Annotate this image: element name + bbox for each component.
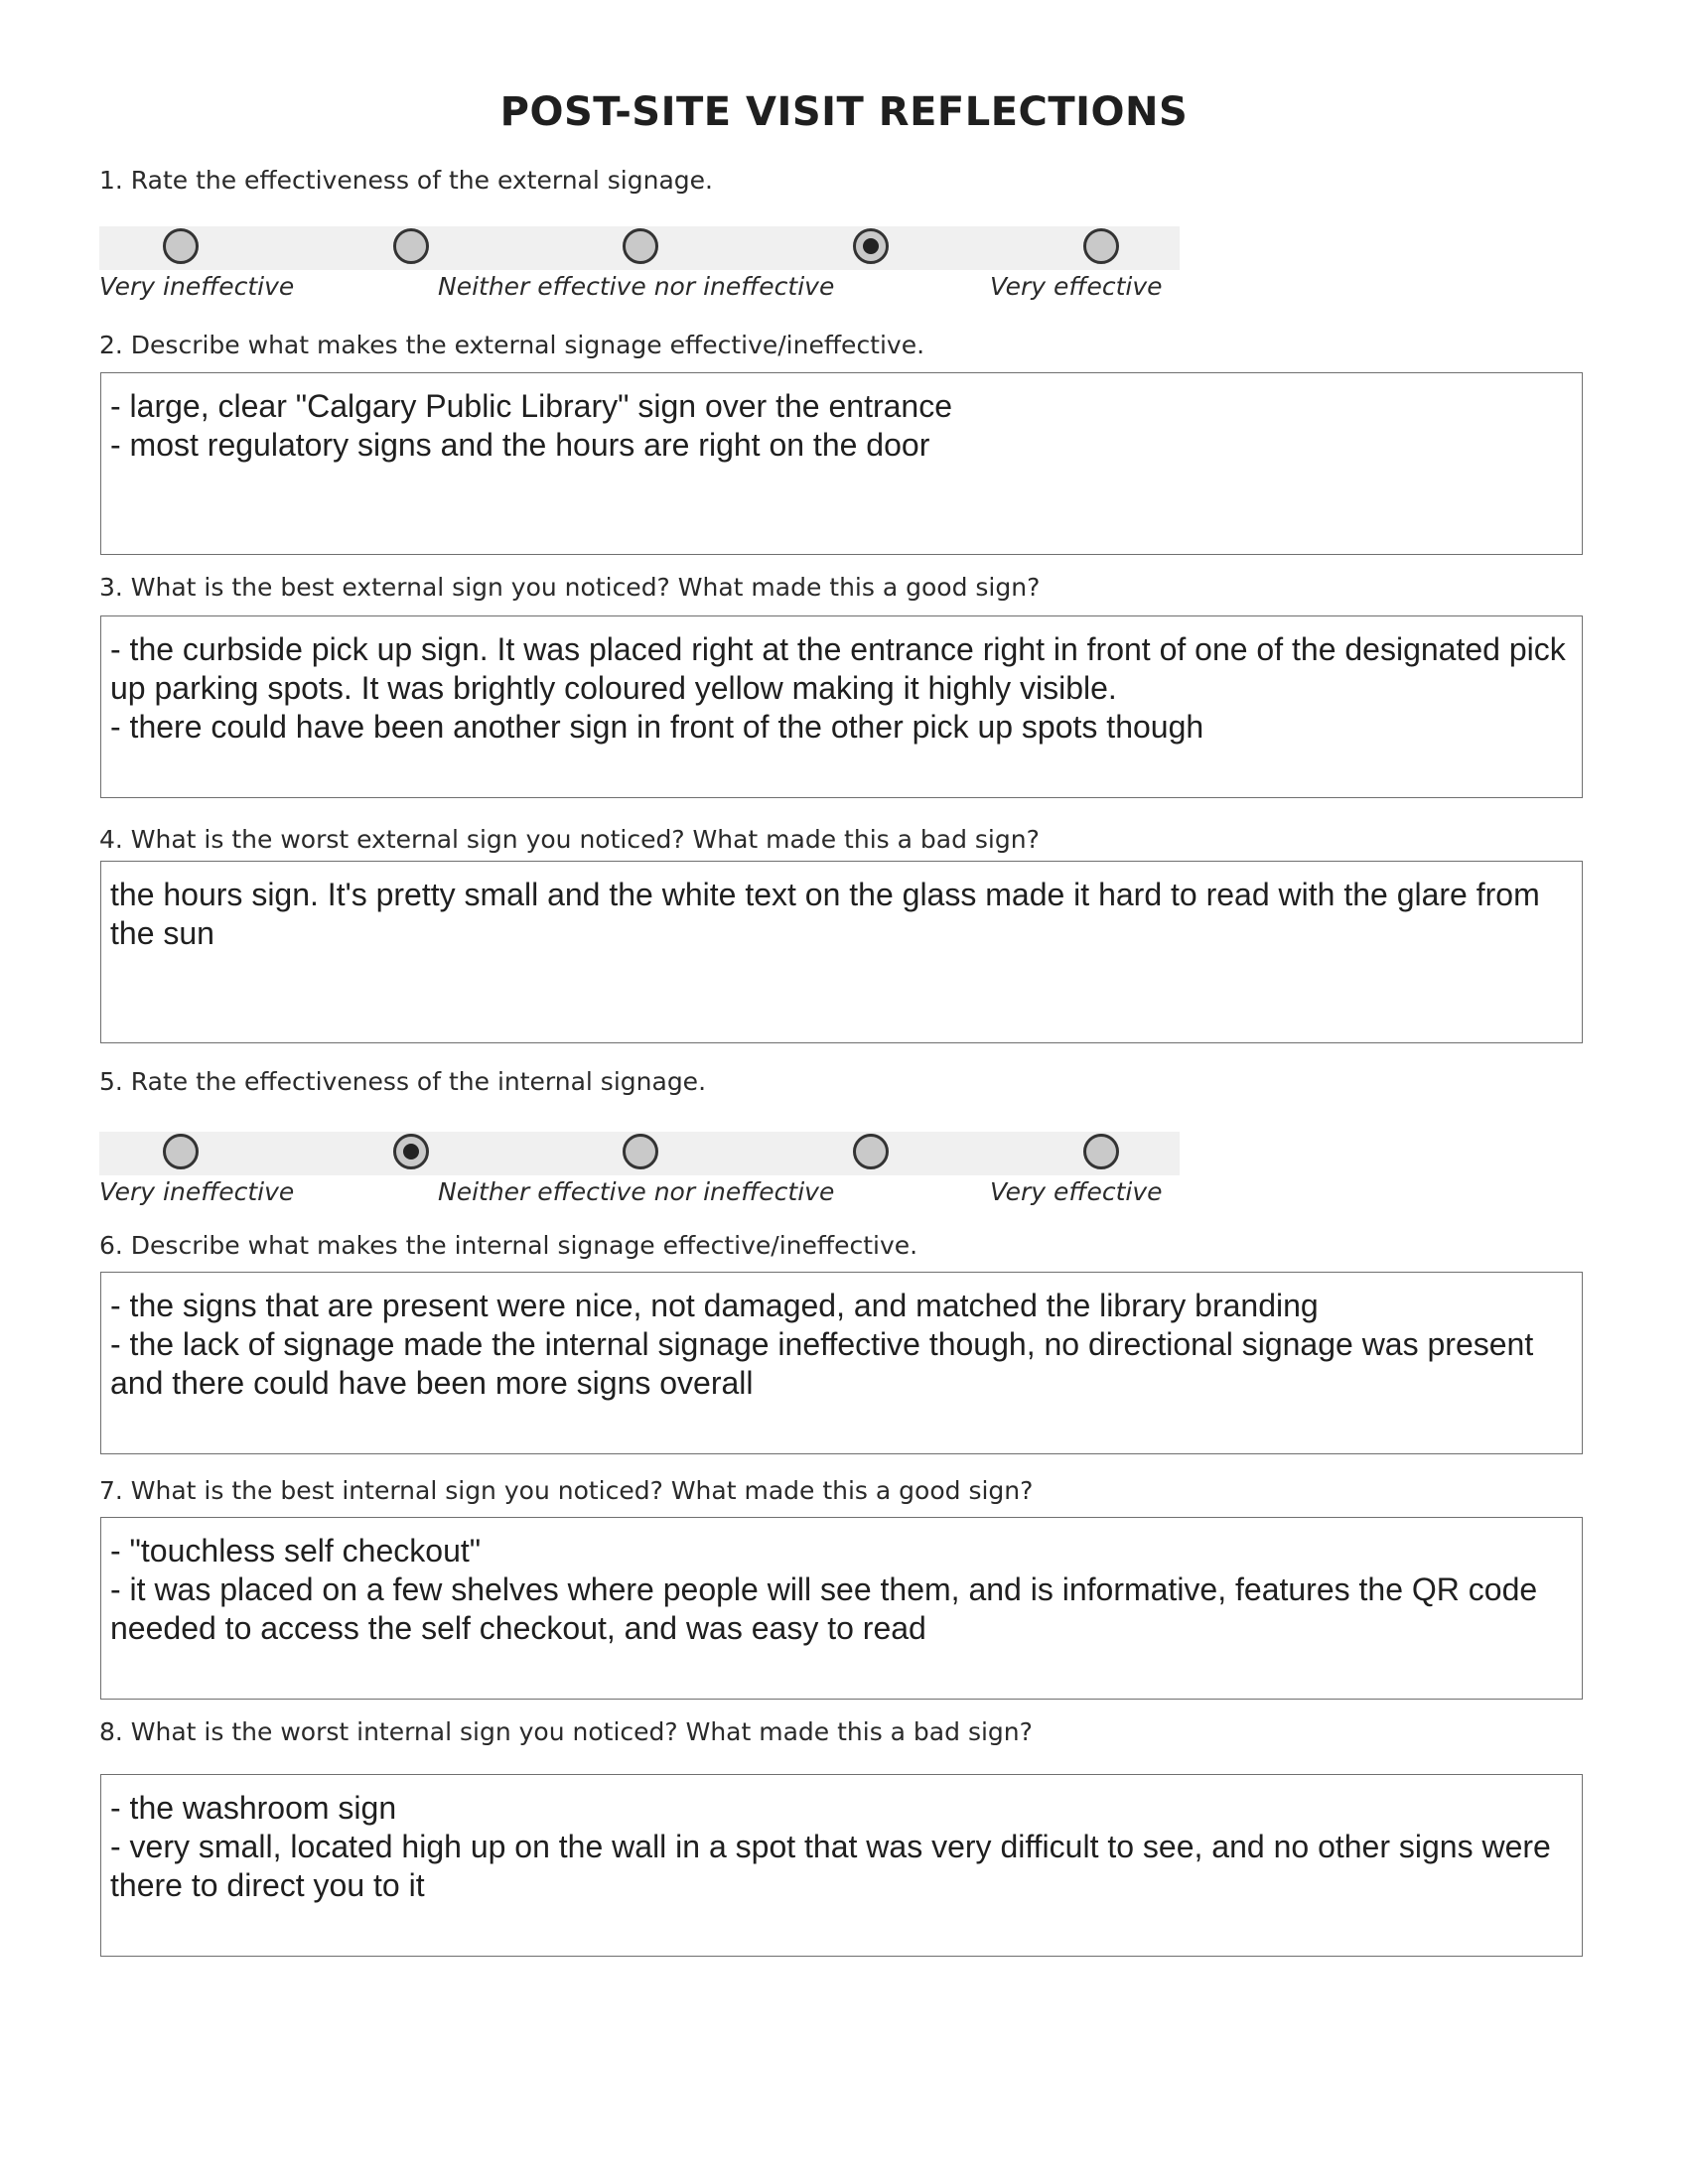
question-6-label: 6. Describe what makes the internal signage effective/ineffective. [99, 1231, 918, 1260]
internal-rating-option-5[interactable] [1083, 1134, 1119, 1169]
scale-label-very-ineffective: Very ineffective [99, 1177, 295, 1206]
question-7-answer-field[interactable]: - "touchless self checkout" - it was placed on a few shelves where people will see them, and is informative, features the QR code needed to access the self checkout, and was easy to read [100, 1517, 1583, 1700]
scale-label-neutral: Neither effective nor ineffective [438, 1177, 835, 1206]
question-4-answer-field[interactable]: the hours sign. It's pretty small and the white text on the glass made it hard to read with the glare from the sun [100, 861, 1583, 1043]
question-8-answer-field[interactable]: - the washroom sign - very small, located high up on the wall in a spot that was very difficult to see, and no other signs were there to direct you to it [100, 1774, 1583, 1957]
question-6-answer-field[interactable]: - the signs that are present were nice, not damaged, and matched the library branding - the lack of signage made the internal signage ineffective though, no directional signage was present and there could have been more signs overall [100, 1272, 1583, 1454]
internal-rating-option-2[interactable] [393, 1134, 429, 1169]
external-signage-rating-scale [99, 226, 1182, 326]
question-3-answer-field[interactable]: - the curbside pick up sign. It was placed right at the entrance right in front of one of the designated pick up parking spots. It was brightly coloured yellow making it highly visible. - there could have been another sign in front of the other pick up spots though [100, 615, 1583, 798]
external-rating-option-1[interactable] [163, 228, 199, 264]
internal-rating-option-1[interactable] [163, 1134, 199, 1169]
internal-rating-option-4[interactable] [853, 1134, 889, 1169]
scale-label-very-ineffective: Very ineffective [99, 272, 295, 301]
external-rating-option-2[interactable] [393, 228, 429, 264]
question-4-label: 4. What is the worst external sign you noticed? What made this a bad sign? [99, 825, 1040, 854]
external-rating-option-3[interactable] [623, 228, 658, 264]
question-2-label: 2. Describe what makes the external signage effective/ineffective. [99, 331, 925, 359]
scale-label-neutral: Neither effective nor ineffective [438, 272, 835, 301]
page-title: POST-SITE VISIT REFLECTIONS [499, 89, 1189, 135]
question-7-label: 7. What is the best internal sign you noticed? What made this a good sign? [99, 1476, 1034, 1505]
internal-signage-rating-scale [99, 1132, 1182, 1231]
scale-label-very-effective: Very effective [990, 272, 1163, 301]
question-5-label: 5. Rate the effectiveness of the internal signage. [99, 1067, 707, 1096]
internal-rating-option-3[interactable] [623, 1134, 658, 1169]
external-rating-option-4[interactable] [853, 228, 889, 264]
external-rating-option-5[interactable] [1083, 228, 1119, 264]
question-2-answer-field[interactable]: - large, clear "Calgary Public Library" sign over the entrance - most regulatory signs and the hours are right on the door [100, 372, 1583, 555]
scale-label-very-effective: Very effective [990, 1177, 1163, 1206]
question-8-label: 8. What is the worst internal sign you noticed? What made this a bad sign? [99, 1717, 1033, 1746]
question-1-label: 1. Rate the effectiveness of the external signage. [99, 166, 713, 195]
question-3-label: 3. What is the best external sign you noticed? What made this a good sign? [99, 573, 1041, 602]
